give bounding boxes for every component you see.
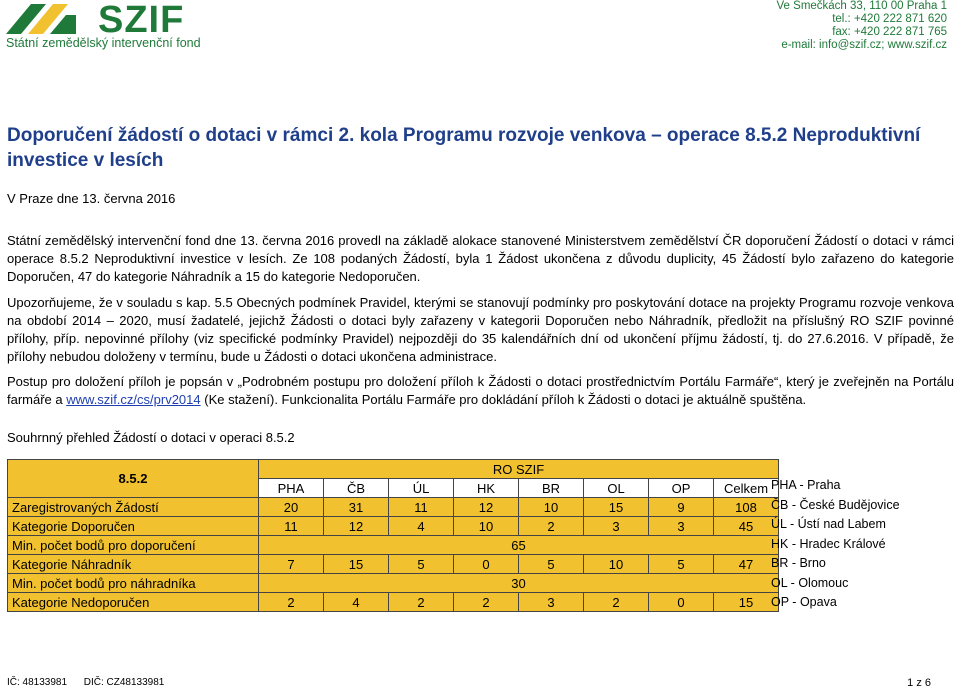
table-cell: 0 xyxy=(454,555,519,574)
table-row xyxy=(8,536,779,555)
table-row xyxy=(8,555,779,574)
legend-item: ČB - České Budějovice xyxy=(771,497,900,512)
table-cell: 12 xyxy=(454,498,519,517)
legend-item: BR - Brno xyxy=(771,556,826,570)
legend-item: OL - Olomouc xyxy=(771,575,849,590)
row-label: Min. počet bodů pro doporučení xyxy=(8,536,259,555)
page-number: 1 z 6 xyxy=(907,677,931,689)
table-cell: 9 xyxy=(649,498,714,517)
contact-block xyxy=(777,0,947,52)
table-row xyxy=(8,574,779,593)
szif-logo-mark-icon xyxy=(6,4,76,34)
legend-item: PHA - Praha xyxy=(771,478,841,492)
column-header: OP xyxy=(649,479,714,498)
table-cell: 12 xyxy=(324,517,389,536)
table-row xyxy=(8,517,779,536)
table-group-header: RO SZIF xyxy=(259,460,779,479)
contact-fax: fax: +420 222 871 765 xyxy=(832,26,947,38)
row-label: Zaregistrovaných Žádostí xyxy=(8,498,259,517)
table-cell: 5 xyxy=(519,555,584,574)
paragraph-intro: Státní zemědělský intervenční fond dne 13. června 2016 provedl na základě alokace stanovené Ministerstvem zemědělství ČR doporučení Žádostí o dotaci v rámci operace 8.5.2 Neproduktivní investice v lesích. Ze 108 podaných Žádostí, byla 1 Žádost ukončena z důvodu duplicity, 45 Žádostí bylo zařazeno do kategorie Doporučen, 47 do kategorie Náhradník a 15 do kategorie Nedoporučen. xyxy=(7,233,954,284)
row-label: Kategorie Nedoporučen xyxy=(8,593,259,612)
table-cell: 31 xyxy=(324,498,389,517)
table-cell: 2 xyxy=(584,593,649,612)
logo-text: SZIF xyxy=(98,0,185,41)
contact-phone: tel.: +420 222 871 620 xyxy=(832,13,947,25)
column-header: HK xyxy=(454,479,519,498)
table-cell: 11 xyxy=(259,517,324,536)
row-label: Kategorie Doporučen xyxy=(8,517,259,536)
table-cell: 0 xyxy=(649,593,714,612)
column-header: OL xyxy=(584,479,649,498)
column-header: BR xyxy=(519,479,584,498)
summary-heading: Souhrnný přehled Žádostí o dotaci v operaci 8.5.2 xyxy=(7,430,295,445)
table-cell: 11 xyxy=(389,498,454,517)
table-cell: 10 xyxy=(519,498,584,517)
document-title: Doporučení žádostí o dotaci v rámci 2. kola Programu rozvoje venkova – operace 8.5.2 Neproduktivní investice v lesích xyxy=(7,125,921,171)
table-cell: 15 xyxy=(584,498,649,517)
table-cell: 3 xyxy=(584,517,649,536)
table-cell: 2 xyxy=(519,517,584,536)
legend-item: HK - Hradec Králové xyxy=(771,536,886,551)
table-cell: 3 xyxy=(649,517,714,536)
logo-subtitle: Státní zemědělský intervenční fond xyxy=(6,36,201,50)
table-cell: 3 xyxy=(519,593,584,612)
table-cell: 47 xyxy=(714,555,779,574)
table-cell: 45 xyxy=(714,517,779,536)
table-corner: 8.5.2 xyxy=(8,460,259,498)
table-cell: 4 xyxy=(324,593,389,612)
legend-item: OP - Opava xyxy=(771,595,837,609)
paragraph-procedure xyxy=(7,373,954,409)
table-cell: 5 xyxy=(649,555,714,574)
paragraph-notice: Upozorňujeme, že v souladu s kap. 5.5 Obecných podmínek Pravidel, kterými se stanovují podmínky pro poskytování dotace na projekty Programu rozvoje venkova na období 2014 – 2020, musí žadatelé, jejichž Žádosti o dotaci byly zařazeny v kategorii Doporučen nebo Náhradník, předložit na příslušný RO SZIF povinné přílohy, příp. nepovinné přílohy (viz specifické podmínky Pravidel) nejpozději do 35 kalendářních dní od ukončení příjmu žádostí, tj. do 27.6.2016. V případě, že přílohy nebudou doloženy v termínu, bude u Žádosti o dotaci ukončena administrace. xyxy=(7,295,954,364)
szif-logo xyxy=(6,0,201,50)
table-merged-cell: 65 xyxy=(259,536,779,555)
column-header: Celkem xyxy=(714,479,779,498)
column-header: ÚL xyxy=(389,479,454,498)
summary-table xyxy=(7,459,779,612)
table-cell: 15 xyxy=(714,593,779,612)
table-cell: 2 xyxy=(389,593,454,612)
procedure-text-after: (Ke stažení). Funkcionalita Portálu Farmáře pro dokládání příloh k Žádosti o dotaci je aktuálně spuštěna. xyxy=(200,392,807,407)
contact-address: Ve Smečkách 33, 110 00 Praha 1 xyxy=(776,0,947,12)
table-cell: 4 xyxy=(389,517,454,536)
table-header-row xyxy=(8,460,779,479)
table-row xyxy=(8,593,779,612)
table-cell: 7 xyxy=(259,555,324,574)
document-date: V Praze dne 13. června 2016 xyxy=(7,191,176,206)
table-cell: 10 xyxy=(454,517,519,536)
table-row xyxy=(8,498,779,517)
table-merged-cell: 30 xyxy=(259,574,779,593)
row-label: Kategorie Náhradník xyxy=(8,555,259,574)
table-cell: 108 xyxy=(714,498,779,517)
prv2014-link[interactable]: www.szif.cz/cs/prv2014 xyxy=(66,392,201,407)
legend-item: ÚL - Ústí nad Labem xyxy=(771,517,886,531)
table-cell: 2 xyxy=(454,593,519,612)
region-legend xyxy=(771,476,900,613)
table-cell: 10 xyxy=(584,555,649,574)
column-header: PHA xyxy=(259,479,324,498)
procedure-text-before: Postup pro doložení příloh je popsán v „Podrobném postupu pro doložení příloh k Žádosti o dotaci prostřednictvím Portálu Farmáře“, který je zveřejněn na Portálu farmáře a xyxy=(7,374,954,407)
footer-ids xyxy=(7,677,164,688)
table-cell: 5 xyxy=(389,555,454,574)
table-cell: 15 xyxy=(324,555,389,574)
row-label: Min. počet bodů pro náhradníka xyxy=(8,574,259,593)
contact-email: e-mail: info@szif.cz; www.szif.cz xyxy=(781,39,947,51)
column-header: ČB xyxy=(324,479,389,498)
footer-ico: IČ: 48133981 xyxy=(7,677,68,688)
table-cell: 2 xyxy=(259,593,324,612)
table-cell: 20 xyxy=(259,498,324,517)
footer-dic: DIČ: CZ48133981 xyxy=(83,677,165,688)
